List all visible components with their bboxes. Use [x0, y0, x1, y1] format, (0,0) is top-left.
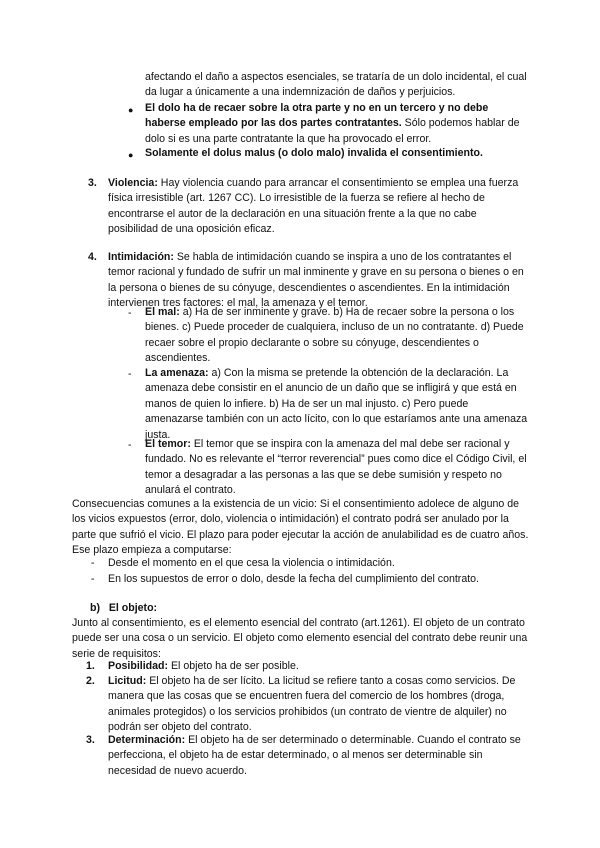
- bullet-icon: ●: [128, 150, 134, 160]
- intimidacion-item-amenaza: La amenaza: a) Con la misma se pretende la obtención de la declaración. La amenaza debe consistir en el anuncio de un daño que se infligirá y que está en manos de quien lo infiere. b) Ha de ser un mal injusto. c) Pero puede amenazarse también con un acto lícito, con lo que estaríamos ante una amenaza justa.: [145, 367, 528, 441]
- intimidacion-number: 4.: [88, 251, 97, 263]
- objeto-item-licitud: Licitud: El objeto ha de ser lícito. La licitud se refiere tanto a cosas como servicios. De manera que las cosas que se encuentren fuera del comercio de los hombres (droga, animales protegidos) o los servicios prohibidos (un contrato de vientre de alquiler) no podrán ser objeto del contrato.: [108, 675, 516, 734]
- objeto-number: 2.: [86, 675, 95, 687]
- objeto-number: 1.: [86, 660, 95, 672]
- violencia-paragraph: Violencia: Hay violencia cuando para arrancar el consentimiento se emplea una fuerza física irresistible (art. 1267 CC). Lo irresistible de la fuerza se refiere al hecho de encontrarse el autor de la declaración en una situación frente a la que no cabe posibilidad de una oposición eficaz.: [108, 177, 519, 236]
- dash-marker: -: [91, 557, 95, 569]
- objeto-heading: b) El objeto:: [90, 602, 158, 614]
- dash-marker: -: [91, 573, 95, 585]
- dolo-continuation: afectando el daño a aspectos esenciales, se trataría de un dolo incidental, el cual da lugar a únicamente a una indemnización de daños y perjuicios.: [145, 71, 527, 99]
- violencia-number: 3.: [88, 177, 97, 189]
- objeto-item-posibilidad: Posibilidad: El objeto ha de ser posible.: [108, 660, 299, 672]
- dash-marker: -: [128, 368, 132, 380]
- intimidacion-item-mal: El mal: a) Ha de ser inminente y grave. b) Ha de recaer sobre la persona o los bienes. c) Puede proceder de cualquiera, incluso de un no contratante. d) Puede recaer sobre el propio declarante o sobre su cónyuge, descendientes o ascendientes.: [145, 306, 524, 365]
- objeto-number: 3.: [86, 734, 95, 746]
- bullet-icon: ●: [128, 105, 134, 115]
- intimidacion-item-temor: El temor: El temor que se inspira con la amenaza del mal debe ser racional y fundado. No es relevante el “terror reverencial” pues como dice el Código Civil, el temor a desagradar a las personas a las que se debe sumisión y respeto no anulará el contrato.: [145, 438, 527, 497]
- consecuencias-paragraph: Consecuencias comunes a la existencia de un vicio: Si el consentimiento adolece de alguno de los vicios expuestos (error, dolo, violencia o intimidación) el contrato podrá ser anulado por la parte que sufrió el vicio. El plazo para poder ejecutar la acción de anulabilidad es de cuatro años. Ese plazo empieza a computarse:: [72, 498, 529, 557]
- consecuencias-item-1: Desde el momento en el que cesa la violencia o intimidación.: [108, 557, 395, 569]
- objeto-intro: Junto al consentimiento, es el elemento esencial del contrato (art.1261). El objeto de un contrato puede ser una cosa o un servicio. El objeto como elemento esencial del contrato debe reunir una serie de requisitos:: [72, 617, 528, 660]
- dolo-bullet-2: Solamente el dolus malus (o dolo malo) invalida el consentimiento.: [145, 147, 483, 159]
- dash-marker: -: [128, 307, 132, 319]
- consecuencias-item-2: En los supuestos de error o dolo, desde la fecha del cumplimiento del contrato.: [108, 573, 479, 585]
- intimidacion-paragraph: Intimidación: Se habla de intimidación cuando se inspira a uno de los contratantes el temor racional y fundado de sufrir un mal inminente y grave en su persona o bienes o en la persona o bienes de su cónyuge, descendientes o ascendientes. En la intimidación intervienen tres factores: el mal, la amenaza y el temor.: [108, 251, 524, 310]
- dash-marker: -: [128, 439, 132, 451]
- objeto-item-determinacion: Determinación: El objeto ha de ser determinado o determinable. Cuando el contrato se perfecciona, el objeto ha de estar determinado, o al menos ser determinable sin necesidad de nuevo acuerdo.: [108, 734, 521, 777]
- dolo-bullet-1: El dolo ha de recaer sobre la otra parte y no en un tercero y no debe haberse empleado por las dos partes contratantes. Sólo podemos hablar de dolo si es una parte contratante la que ha provocado el error.: [145, 102, 520, 145]
